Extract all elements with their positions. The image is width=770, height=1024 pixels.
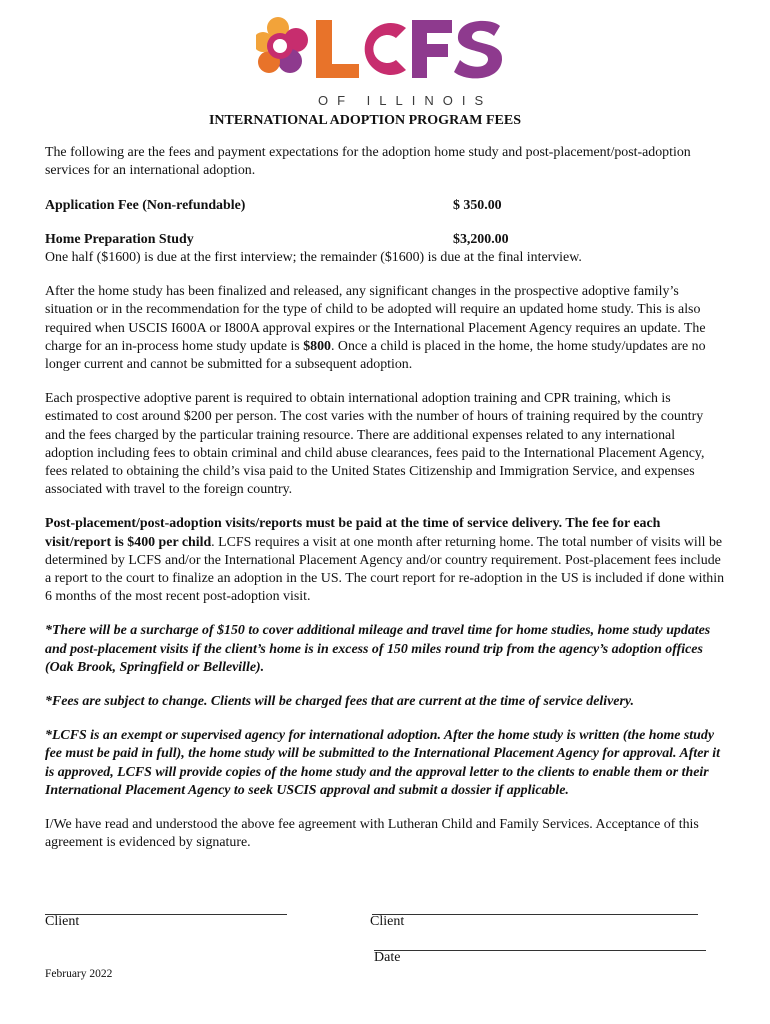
fee-row-application [45, 197, 725, 215]
document-title: INTERNATIONAL ADOPTION PROGRAM FEES [208, 113, 522, 128]
fee-change-note: *Fees are subject to change. Clients will be charged fees that are current at the time of service delivery. [45, 694, 634, 710]
document-body [45, 112, 725, 853]
fee-amount: $ 350.00 [453, 197, 502, 213]
signature-area [45, 900, 725, 990]
training-paragraph: Each prospective adoptive parent is required to obtain international adoption training and CPR training, which is estimated to cost around $200 per person. The cost varies with the number of hours of training required by the country and the fees charged by the particular training resource. There are additional expenses related to any international adoption including fees to obtain criminal and child abuse clearances, fees paid to the International Placement Agency, fees related to obtaining the child’s visa paid to the United States Citizenship and Immigration Service, and expenses associated with travel to the foreign country. [45, 391, 705, 498]
surcharge-note: *There will be a surcharge of $150 to cover additional mileage and travel time for home studies, home study updates and post-placement visits if the client’s home is in excess of 150 miles round trip from the agency’s adoption offices (Oak Brook, Springfield or Belleville). [45, 623, 711, 675]
update-text-b: . Once a child is placed in the home, the home study/updates are no longer current and cannot be submitted for a subsequent adoption. [45, 338, 706, 373]
footer-date: February 2022 [45, 968, 113, 980]
post-placement-bold: Post-placement/post-adoption visits/reports must be paid at the time of service delivery. The fee for each visit/report is $400 per child [45, 516, 661, 550]
post-placement-paragraph [45, 515, 725, 606]
lcfs-logo [256, 14, 516, 109]
client-signature-line-2[interactable] [372, 914, 698, 915]
update-amount: $800 [303, 338, 331, 354]
client-label-2: Client [370, 914, 405, 929]
exempt-agency-note: *LCFS is an exempt or supervised agency for international adoption. After the home study is written (the home study fee must be paid in full), the home study will be submitted to the International Placement Agency for approval. After it is approved, LCFS will provide copies of the home study and the approval letter to the clients to enable them or their International Placement Agency to seek USCIS approval and submit a dossier if applicable. [45, 728, 720, 798]
fee-row-home-study [45, 231, 725, 249]
flower-icon [256, 17, 308, 73]
date-label: Date [374, 950, 401, 965]
agreement-statement: I/We have read and understood the above fee agreement with Lutheran Child and Family Services. Acceptance of this agreement is evidenced by signature. [45, 817, 699, 851]
fee-label: Home Preparation Study [45, 231, 194, 247]
date-signature-line[interactable] [374, 950, 706, 951]
logo-subtitle: OF ILLINOIS [318, 93, 493, 108]
update-text-a: After the home study has been finalized and released, any significant changes in the prospective adoptive family’s situation or in the recommendation for the type of child to be adopted will require an updated home study. This is also required when USCIS I600A or I800A approval expires or the International Placement Agency requires an update. The charge for an in-process home study update is [45, 284, 706, 354]
wordmark-letters [316, 20, 502, 78]
update-paragraph [45, 283, 725, 374]
home-study-payment-note: One half ($1600) is due at the first interview; the remainder ($1600) is due at the final interview. [45, 250, 582, 266]
client-label-1: Client [45, 914, 80, 929]
fee-amount: $3,200.00 [453, 231, 509, 247]
fee-label: Application Fee (Non-refundable) [45, 197, 246, 213]
intro-paragraph: The following are the fees and payment expectations for the adoption home study and post-placement/post-adoption services for an international adoption. [45, 145, 691, 179]
client-signature-line-1[interactable] [45, 914, 287, 915]
post-placement-text: . LCFS requires a visit at one month after returning home. The total number of visits will be determined by LCFS and/or the International Placement Agency and/or country requirement. Post-placement fees include a report to the court to finalize an adoption in the US. The court report for re-adoption in the US is included if done within 6 months of the most recent post-adoption visit. [45, 534, 725, 605]
